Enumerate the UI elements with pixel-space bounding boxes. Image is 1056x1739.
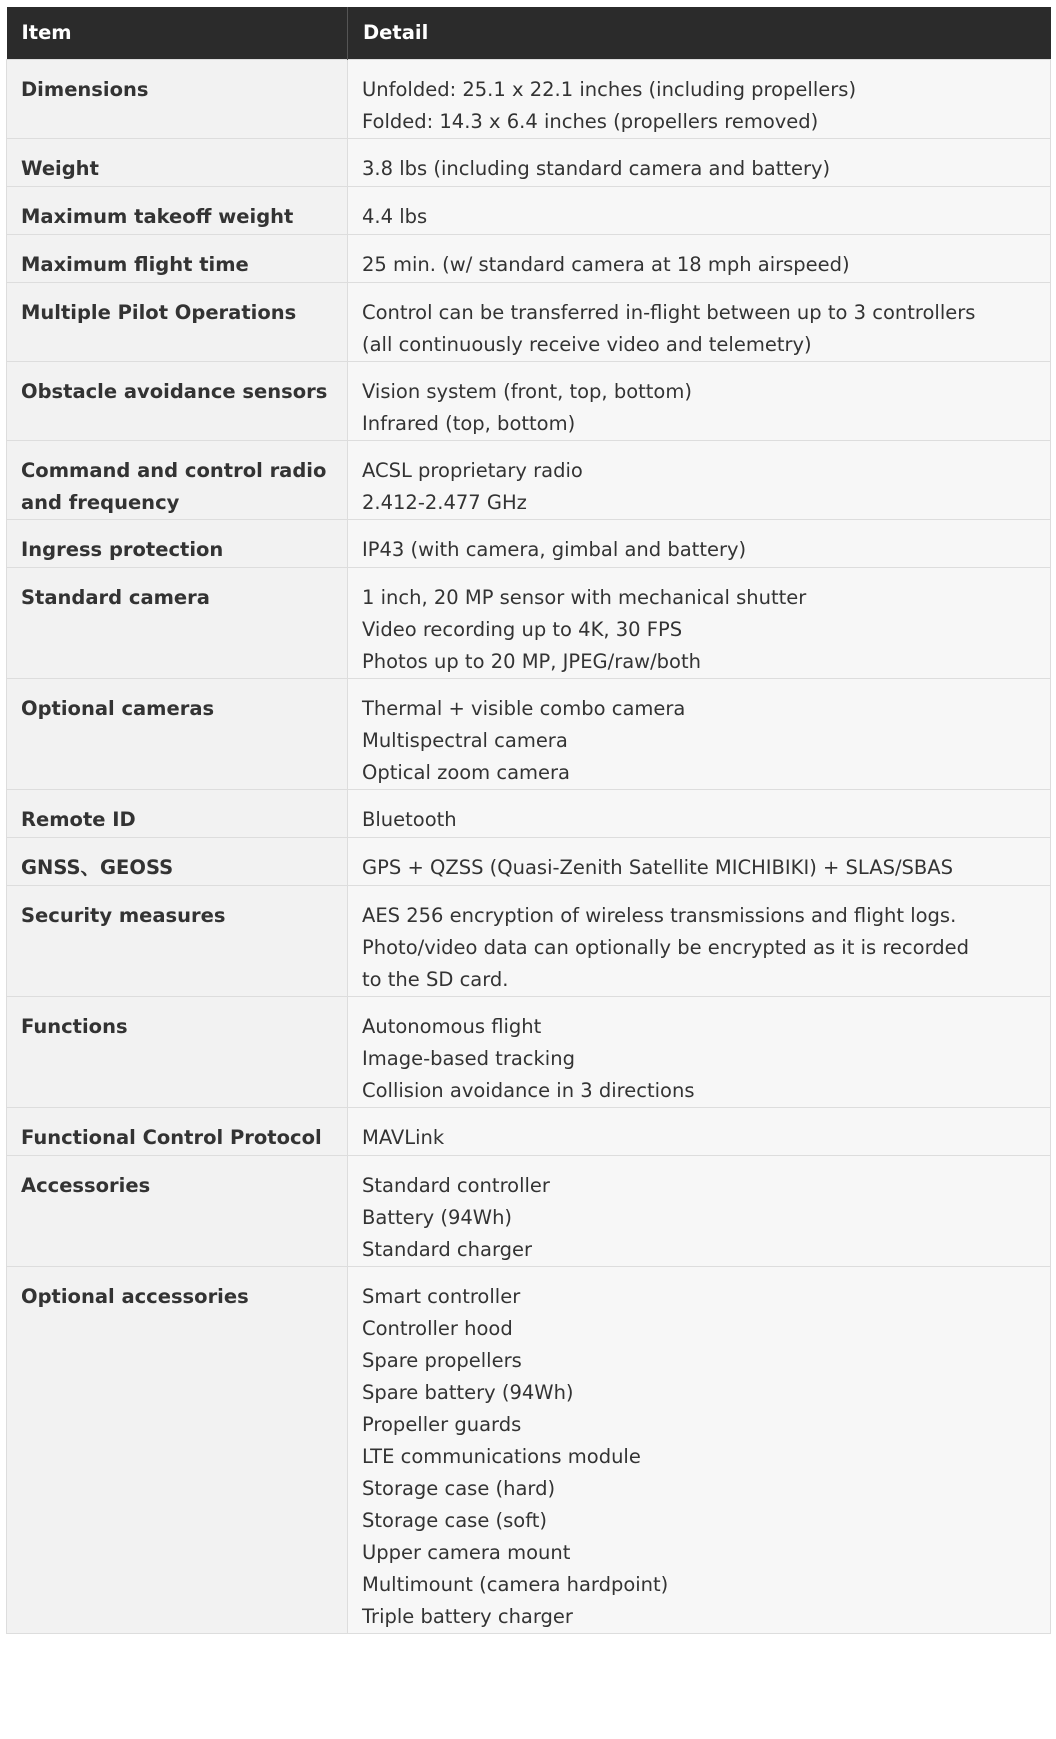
item-cell: [7, 837, 348, 885]
detail-line: Upper camera mount: [362, 1540, 571, 1564]
column-header-item: Item: [7, 7, 348, 59]
detail-line: AES 256 encryption of wireless transmissions and flight logs.: [362, 903, 957, 927]
item-cell: [7, 440, 348, 519]
table-row: [7, 996, 1051, 1107]
item-label: Ingress protection: [21, 537, 224, 561]
detail-cell: [348, 234, 1051, 282]
item-cell: [7, 282, 348, 361]
detail-cell: [348, 138, 1051, 186]
item-cell: [7, 996, 348, 1107]
detail-line: Collision avoidance in 3 directions: [362, 1078, 695, 1102]
detail-cell: [348, 678, 1051, 789]
item-cell: [7, 361, 348, 440]
detail-line: Spare propellers: [362, 1348, 522, 1372]
detail-line: IP43 (with camera, gimbal and battery): [362, 537, 747, 561]
table-row: [7, 519, 1051, 567]
item-cell: [7, 59, 348, 138]
detail-line: 2.412-2.477 GHz: [362, 490, 527, 514]
detail-line: to the SD card.: [362, 967, 509, 991]
detail-line: Autonomous flight: [362, 1014, 542, 1038]
table-row: [7, 282, 1051, 361]
item-label: Command and control radio and frequency: [21, 458, 327, 514]
item-cell: [7, 885, 348, 996]
item-cell: [7, 1266, 348, 1633]
detail-cell: [348, 885, 1051, 996]
detail-line: Multispectral camera: [362, 728, 568, 752]
detail-line: (all continuously receive video and telemetry): [362, 332, 812, 356]
detail-line: GPS + QZSS (Quasi-Zenith Satellite MICHIBIKI) + SLAS/SBAS: [362, 855, 953, 879]
detail-line: MAVLink: [362, 1125, 445, 1149]
item-label: Functions: [21, 1014, 128, 1038]
item-label: Weight: [21, 156, 99, 180]
item-cell: [7, 567, 348, 678]
item-label: Obstacle avoidance sensors: [21, 379, 328, 403]
table-row: [7, 59, 1051, 138]
item-label: Optional cameras: [21, 696, 215, 720]
item-label: Maximum flight time: [21, 252, 249, 276]
table-body: [7, 59, 1051, 1633]
item-cell: [7, 186, 348, 234]
item-cell: [7, 678, 348, 789]
detail-line: Bluetooth: [362, 807, 457, 831]
detail-line: Triple battery charger: [362, 1604, 573, 1628]
detail-cell: [348, 440, 1051, 519]
table-row: [7, 440, 1051, 519]
detail-line: Multimount (camera hardpoint): [362, 1572, 669, 1596]
detail-line: Vision system (front, top, bottom): [362, 379, 692, 403]
detail-line: 1 inch, 20 MP sensor with mechanical shutter: [362, 585, 807, 609]
item-cell: [7, 519, 348, 567]
table-row: [7, 138, 1051, 186]
item-cell: [7, 1107, 348, 1155]
table-row: [7, 678, 1051, 789]
item-cell: [7, 234, 348, 282]
item-label: GNSS、GEOSS: [21, 855, 174, 879]
detail-line: Unfolded: 25.1 x 22.1 inches (including propellers): [362, 77, 857, 101]
item-label: Standard camera: [21, 585, 210, 609]
detail-line: Control can be transferred in-flight between up to 3 controllers: [362, 300, 976, 324]
item-cell: [7, 789, 348, 837]
detail-line: 25 min. (w/ standard camera at 18 mph airspeed): [362, 252, 850, 276]
detail-line: Battery (94Wh): [362, 1205, 513, 1229]
detail-cell: [348, 59, 1051, 138]
detail-cell: [348, 282, 1051, 361]
item-cell: [7, 1155, 348, 1266]
detail-line: Controller hood: [362, 1316, 513, 1340]
detail-cell: [348, 1155, 1051, 1266]
detail-line: Storage case (soft): [362, 1508, 547, 1532]
table-row: [7, 234, 1051, 282]
table-row: [7, 789, 1051, 837]
detail-cell: [348, 519, 1051, 567]
detail-cell: [348, 567, 1051, 678]
detail-line: Photo/video data can optionally be encrypted as it is recorded: [362, 935, 970, 959]
item-label: Optional accessories: [21, 1284, 249, 1308]
item-label: Maximum takeoff weight: [21, 204, 294, 228]
detail-line: 4.4 lbs: [362, 204, 428, 228]
item-label: Dimensions: [21, 77, 149, 101]
table-header-row: [7, 7, 1051, 59]
detail-line: Optical zoom camera: [362, 760, 570, 784]
detail-cell: [348, 1266, 1051, 1633]
detail-line: Photos up to 20 MP, JPEG/raw/both: [362, 649, 701, 673]
detail-cell: [348, 1107, 1051, 1155]
table-row: [7, 567, 1051, 678]
item-label: Functional Control Protocol: [21, 1125, 322, 1149]
detail-cell: [348, 789, 1051, 837]
detail-cell: [348, 837, 1051, 885]
detail-line: Storage case (hard): [362, 1476, 556, 1500]
detail-line: Standard charger: [362, 1237, 533, 1261]
detail-line: Spare battery (94Wh): [362, 1380, 574, 1404]
detail-line: LTE communications module: [362, 1444, 641, 1468]
detail-line: Folded: 14.3 x 6.4 inches (propellers removed): [362, 109, 819, 133]
table-row: [7, 1266, 1051, 1633]
table-row: [7, 186, 1051, 234]
spec-table-container: [6, 7, 1050, 1634]
detail-line: Thermal + visible combo camera: [362, 696, 686, 720]
detail-line: Infrared (top, bottom): [362, 411, 576, 435]
column-header-detail: Detail: [348, 7, 1051, 59]
item-label: Security measures: [21, 903, 226, 927]
table-row: [7, 1155, 1051, 1266]
table-row: [7, 885, 1051, 996]
item-label: Accessories: [21, 1173, 151, 1197]
table-row: [7, 361, 1051, 440]
spec-table: [6, 7, 1051, 1634]
table-row: [7, 1107, 1051, 1155]
detail-line: Smart controller: [362, 1284, 521, 1308]
detail-line: ACSL proprietary radio: [362, 458, 583, 482]
detail-line: Video recording up to 4K, 30 FPS: [362, 617, 683, 641]
detail-cell: [348, 996, 1051, 1107]
detail-cell: [348, 186, 1051, 234]
table-row: [7, 837, 1051, 885]
detail-line: Image-based tracking: [362, 1046, 575, 1070]
item-cell: [7, 138, 348, 186]
detail-line: Standard controller: [362, 1173, 550, 1197]
detail-cell: [348, 361, 1051, 440]
item-label: Remote ID: [21, 807, 136, 831]
item-label: Multiple Pilot Operations: [21, 300, 297, 324]
detail-line: 3.8 lbs (including standard camera and battery): [362, 156, 831, 180]
detail-line: Propeller guards: [362, 1412, 522, 1436]
